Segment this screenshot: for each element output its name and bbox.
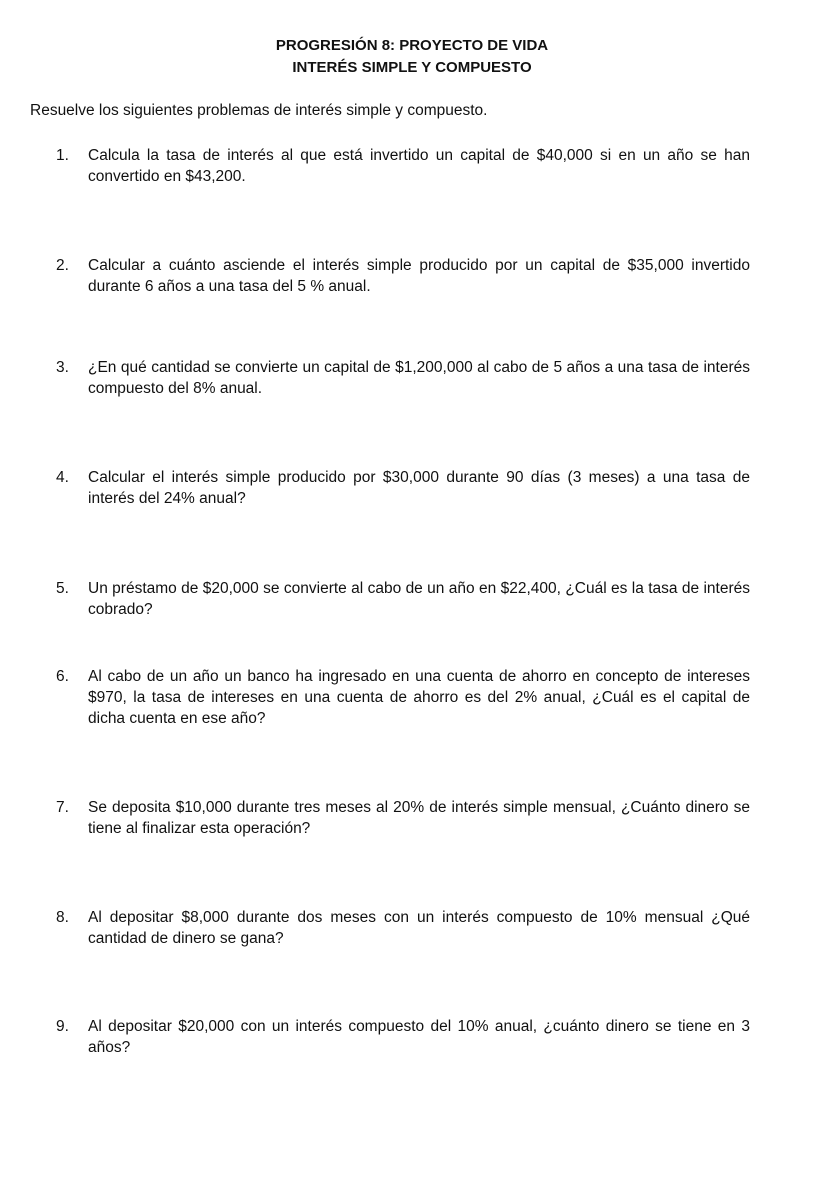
problem-text: Al depositar $20,000 con un interés compuesto del 10% anual, ¿cuánto dinero se tiene en 3 años? [88,1018,750,1056]
problem-number: 1. [56,147,69,164]
problem-number: 2. [56,257,69,274]
problem-number: 5. [56,580,69,597]
problem-text: Un préstamo de $20,000 se convierte al cabo de un año en $22,400, ¿Cuál es la tasa de interés cobrado? [88,580,750,618]
problem-item-3 [56,357,750,399]
problem-text: ¿En qué cantidad se convierte un capital de $1,200,000 al cabo de 5 años a una tasa de interés compuesto del 8% anual. [88,359,750,397]
document-title: PROGRESIÓN 8: PROYECTO DE VIDA [275,37,549,54]
problem-item-8 [56,907,750,949]
problem-text: Calcula la tasa de interés al que está invertido un capital de $40,000 si en un año se han convertido en $43,200. [88,147,750,185]
problem-number: 4. [56,469,69,486]
problem-item-9 [56,1016,750,1058]
problem-text: Calcular a cuánto asciende el interés simple producido por un capital de $35,000 invertido durante 6 años a una tasa del 5 % anual. [88,257,750,295]
problem-item-7 [56,797,750,839]
problem-item-4 [56,467,750,509]
problem-item-1 [56,145,750,187]
problem-number: 9. [56,1018,69,1035]
document-subtitle: INTERÉS SIMPLE Y COMPUESTO [292,59,532,76]
problem-number: 7. [56,799,69,816]
problem-text: Al depositar $8,000 durante dos meses con un interés compuesto de 10% mensual ¿Qué cantidad de dinero se gana? [88,909,750,947]
problem-item-5 [56,578,750,620]
problem-item-2 [56,255,750,297]
problem-text: Calcular el interés simple producido por $30,000 durante 90 días (3 meses) a una tasa de interés del 24% anual? [88,469,750,507]
problem-text: Al cabo de un año un banco ha ingresado en una cuenta de ahorro en concepto de intereses $970, la tasa de intereses en una cuenta de ahorro es del 2% anual, ¿Cuál es el capital de dicha cuenta en ese año? [88,668,750,727]
instructions-text: Resuelve los siguientes problemas de interés simple y compuesto. [30,102,488,119]
problem-number: 3. [56,359,69,376]
problem-number: 6. [56,668,69,685]
problem-number: 8. [56,909,69,926]
problem-text: Se deposita $10,000 durante tres meses al 20% de interés simple mensual, ¿Cuánto dinero se tiene al finalizar esta operación? [88,799,750,837]
problem-item-6 [56,666,750,729]
